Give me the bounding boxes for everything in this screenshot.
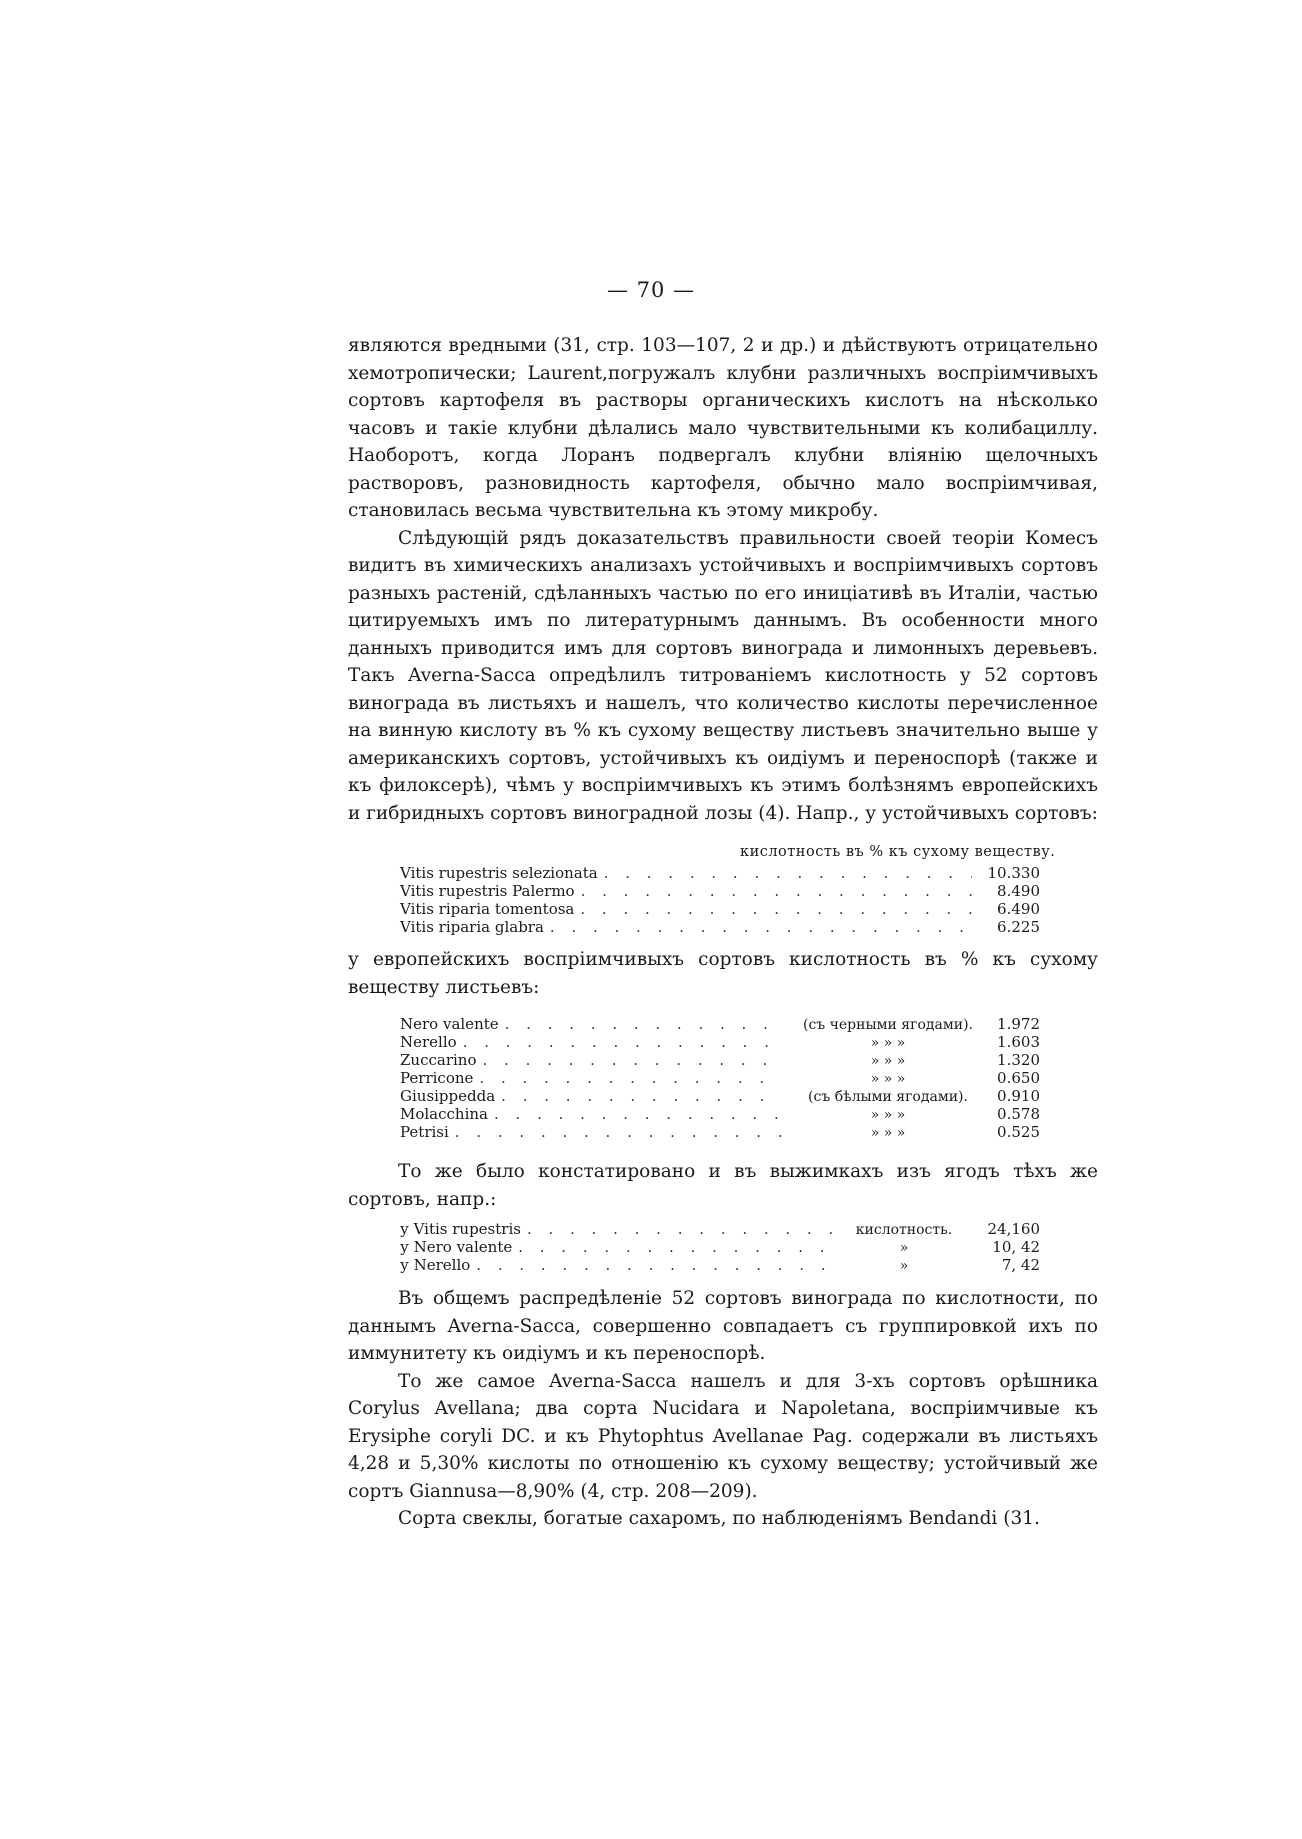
berry-note: (съ бѣлыми ягодами).: [808, 1089, 968, 1105]
table-row: [400, 1069, 1040, 1087]
variety-name: у Nerello: [400, 1256, 471, 1274]
table-row: [400, 1256, 1040, 1274]
leader-dots: [518, 1238, 834, 1256]
table-row: [400, 864, 1040, 882]
variety-name: Vitis rupestris Palermo: [400, 882, 575, 900]
leader-dots: [479, 1069, 782, 1087]
leader-dots: [494, 1105, 782, 1123]
acidity-value: 7, 42: [1001, 1256, 1040, 1274]
acidity-value: 1.603: [997, 1033, 1040, 1051]
variety-name: Nerello: [400, 1033, 457, 1051]
acidity-label: »: [899, 1240, 909, 1256]
table-row: [400, 1220, 1040, 1238]
acidity-value: 0.525: [997, 1123, 1040, 1141]
variety-name: Nero valente: [400, 1015, 499, 1033]
acidity-value: 1.320: [997, 1051, 1040, 1069]
variety-name: Vitis riparia glabra: [400, 918, 544, 936]
variety-name: Vitis riparia tomentosa: [400, 900, 575, 918]
variety-name: Molacchina: [400, 1105, 488, 1123]
table1-resistant-varieties: [400, 864, 1040, 936]
acidity-value: 10.330: [987, 864, 1040, 882]
acidity-value: 0.910: [997, 1087, 1040, 1105]
paragraph: Сорта свеклы, богатые сахаромъ, по наблюденіямъ Bendandi (31.: [398, 1508, 1040, 1529]
paragraph: То же самое Averna-Sacca нашелъ и для 3-хъ сортовъ орѣшника Corylus Avellana; два сорта Nucidara и Napoletana, воспріимчивые къ Erysiphe coryli DC. и къ Phytophtus Avellanae Pag. содержали въ листьяхъ 4,28 и 5,30% кислоты по отношенію къ сухому веществу; устойчивый же сортъ Giannusa—8,90% (4, стр. 208—209).: [348, 1370, 1098, 1502]
leader-dots: [483, 1051, 783, 1069]
acidity-value: 8.490: [997, 882, 1040, 900]
variety-name: Perricone: [400, 1069, 474, 1087]
table2-susceptible-varieties: [400, 1015, 1040, 1141]
paragraph: Слѣдующій рядъ доказательствъ правильности своей теоріи Комесъ видитъ въ химическихъ анализахъ устойчивыхъ и воспріимчивыхъ сортовъ разныхъ растеній, сдѣланныхъ частью по его иниціативѣ въ Италіи, частью цитируемыхъ имъ по литературнымъ даннымъ. Въ особенности много данныхъ приводится имъ для сортовъ винограда и лимонныхъ деревьевъ. Такъ Averna-Sacca опредѣлилъ титрованіемъ кислотность у 52 сортовъ винограда въ листьяхъ и нашелъ, что количество кислоты перечисленное на винную кислоту въ % къ сухому веществу листьевъ значительно выше у американскихъ сортовъ, устойчивыхъ къ оидіумъ и переноспорѣ (также и къ филоксерѣ), чѣмъ у воспріимчивыхъ къ этимъ болѣзнямъ европейскихъ и гибридныхъ сортовъ виноградной лозы (4). Напр., у устойчивыхъ сортовъ:: [348, 527, 1098, 824]
acidity-value: 6.225: [997, 918, 1040, 936]
paragraph: То же было констатировано и въ выжимкахъ изъ ягодъ тѣхъ же сортовъ, напр.:: [348, 1161, 1098, 1210]
acidity-label: кислотность.: [855, 1222, 953, 1238]
leader-dots: [505, 1015, 782, 1033]
variety-name: Giusippedda: [400, 1087, 496, 1105]
variety-name: у Vitis rupestris: [400, 1220, 521, 1238]
table-row: [400, 1015, 1040, 1033]
paragraph: являются вредными (31, стр. 103—107, 2 и др.) и дѣйствуютъ отрицательно хемотропически; Laurent,погружалъ клубни различныхъ воспріимчивыхъ сортовъ картофеля въ растворы органическихъ кислотъ на нѣсколько часовъ и такіе клубни дѣлались мало чувствительными къ колибациллу. Наоборотъ, когда Лоранъ подвергалъ клубни вліянію щелочныхъ растворовъ, разновидность картофеля, обычно мало воспріимчивая, становилась весьма чувствительна къ этому микробу.: [348, 335, 1098, 521]
text-block-3: [348, 1158, 1098, 1213]
acidity-value: 0.578: [997, 1105, 1040, 1123]
berry-note: » » »: [870, 1071, 906, 1087]
page-number: — 70 —: [606, 278, 696, 302]
berry-note: (съ черными ягодами).: [802, 1017, 973, 1033]
acidity-value: 10, 42: [992, 1238, 1040, 1256]
berry-note: » » »: [870, 1035, 906, 1051]
text-block-1: [348, 332, 1098, 827]
table-row: [400, 1238, 1040, 1256]
variety-name: Petrisi: [400, 1123, 449, 1141]
paragraph: у европейскихъ воспріимчивыхъ сортовъ кислотность въ % къ сухому веществу листьевъ:: [348, 949, 1098, 998]
leader-dots: [527, 1220, 834, 1238]
table-row: [400, 1105, 1040, 1123]
table-row: [400, 1087, 1040, 1105]
table3-pomace-acidity: [400, 1220, 1040, 1274]
leader-dots: [455, 1123, 782, 1141]
variety-name: у Nero valente: [400, 1238, 513, 1256]
leader-dots: [581, 882, 972, 900]
variety-name: Zuccarino: [400, 1051, 477, 1069]
acidity-value: 0.650: [997, 1069, 1040, 1087]
leader-dots: [463, 1033, 782, 1051]
text-block-2: [348, 946, 1098, 1001]
berry-note: » » »: [870, 1107, 906, 1123]
acidity-value: 24,160: [987, 1220, 1040, 1238]
table-row: [400, 900, 1040, 918]
berry-note: » » »: [870, 1125, 906, 1141]
table-row: [400, 1033, 1040, 1051]
acidity-value: 1.972: [997, 1015, 1040, 1033]
text-block-4: [348, 1285, 1098, 1533]
berry-note: » » »: [870, 1053, 906, 1069]
leader-dots: [501, 1087, 782, 1105]
leader-dots: [580, 900, 972, 918]
leader-dots: [476, 1256, 834, 1274]
table-row: [400, 882, 1040, 900]
table-row: [400, 1123, 1040, 1141]
table-row: [400, 918, 1040, 936]
leader-dots: [550, 918, 972, 936]
acidity-label: »: [899, 1258, 909, 1274]
paragraph: Въ общемъ распредѣленіе 52 сортовъ винограда по кислотности, по даннымъ Averna-Sacca, совершенно совпадаетъ съ группировкой ихъ по иммунитету къ оидіумъ и къ переноспорѣ.: [348, 1288, 1098, 1364]
variety-name: Vitis rupestris selezionata: [400, 864, 598, 882]
table1-header: кислотность въ % къ сухому веществу.: [740, 844, 1056, 860]
leader-dots: [604, 864, 972, 882]
acidity-value: 6.490: [997, 900, 1040, 918]
table-row: [400, 1051, 1040, 1069]
